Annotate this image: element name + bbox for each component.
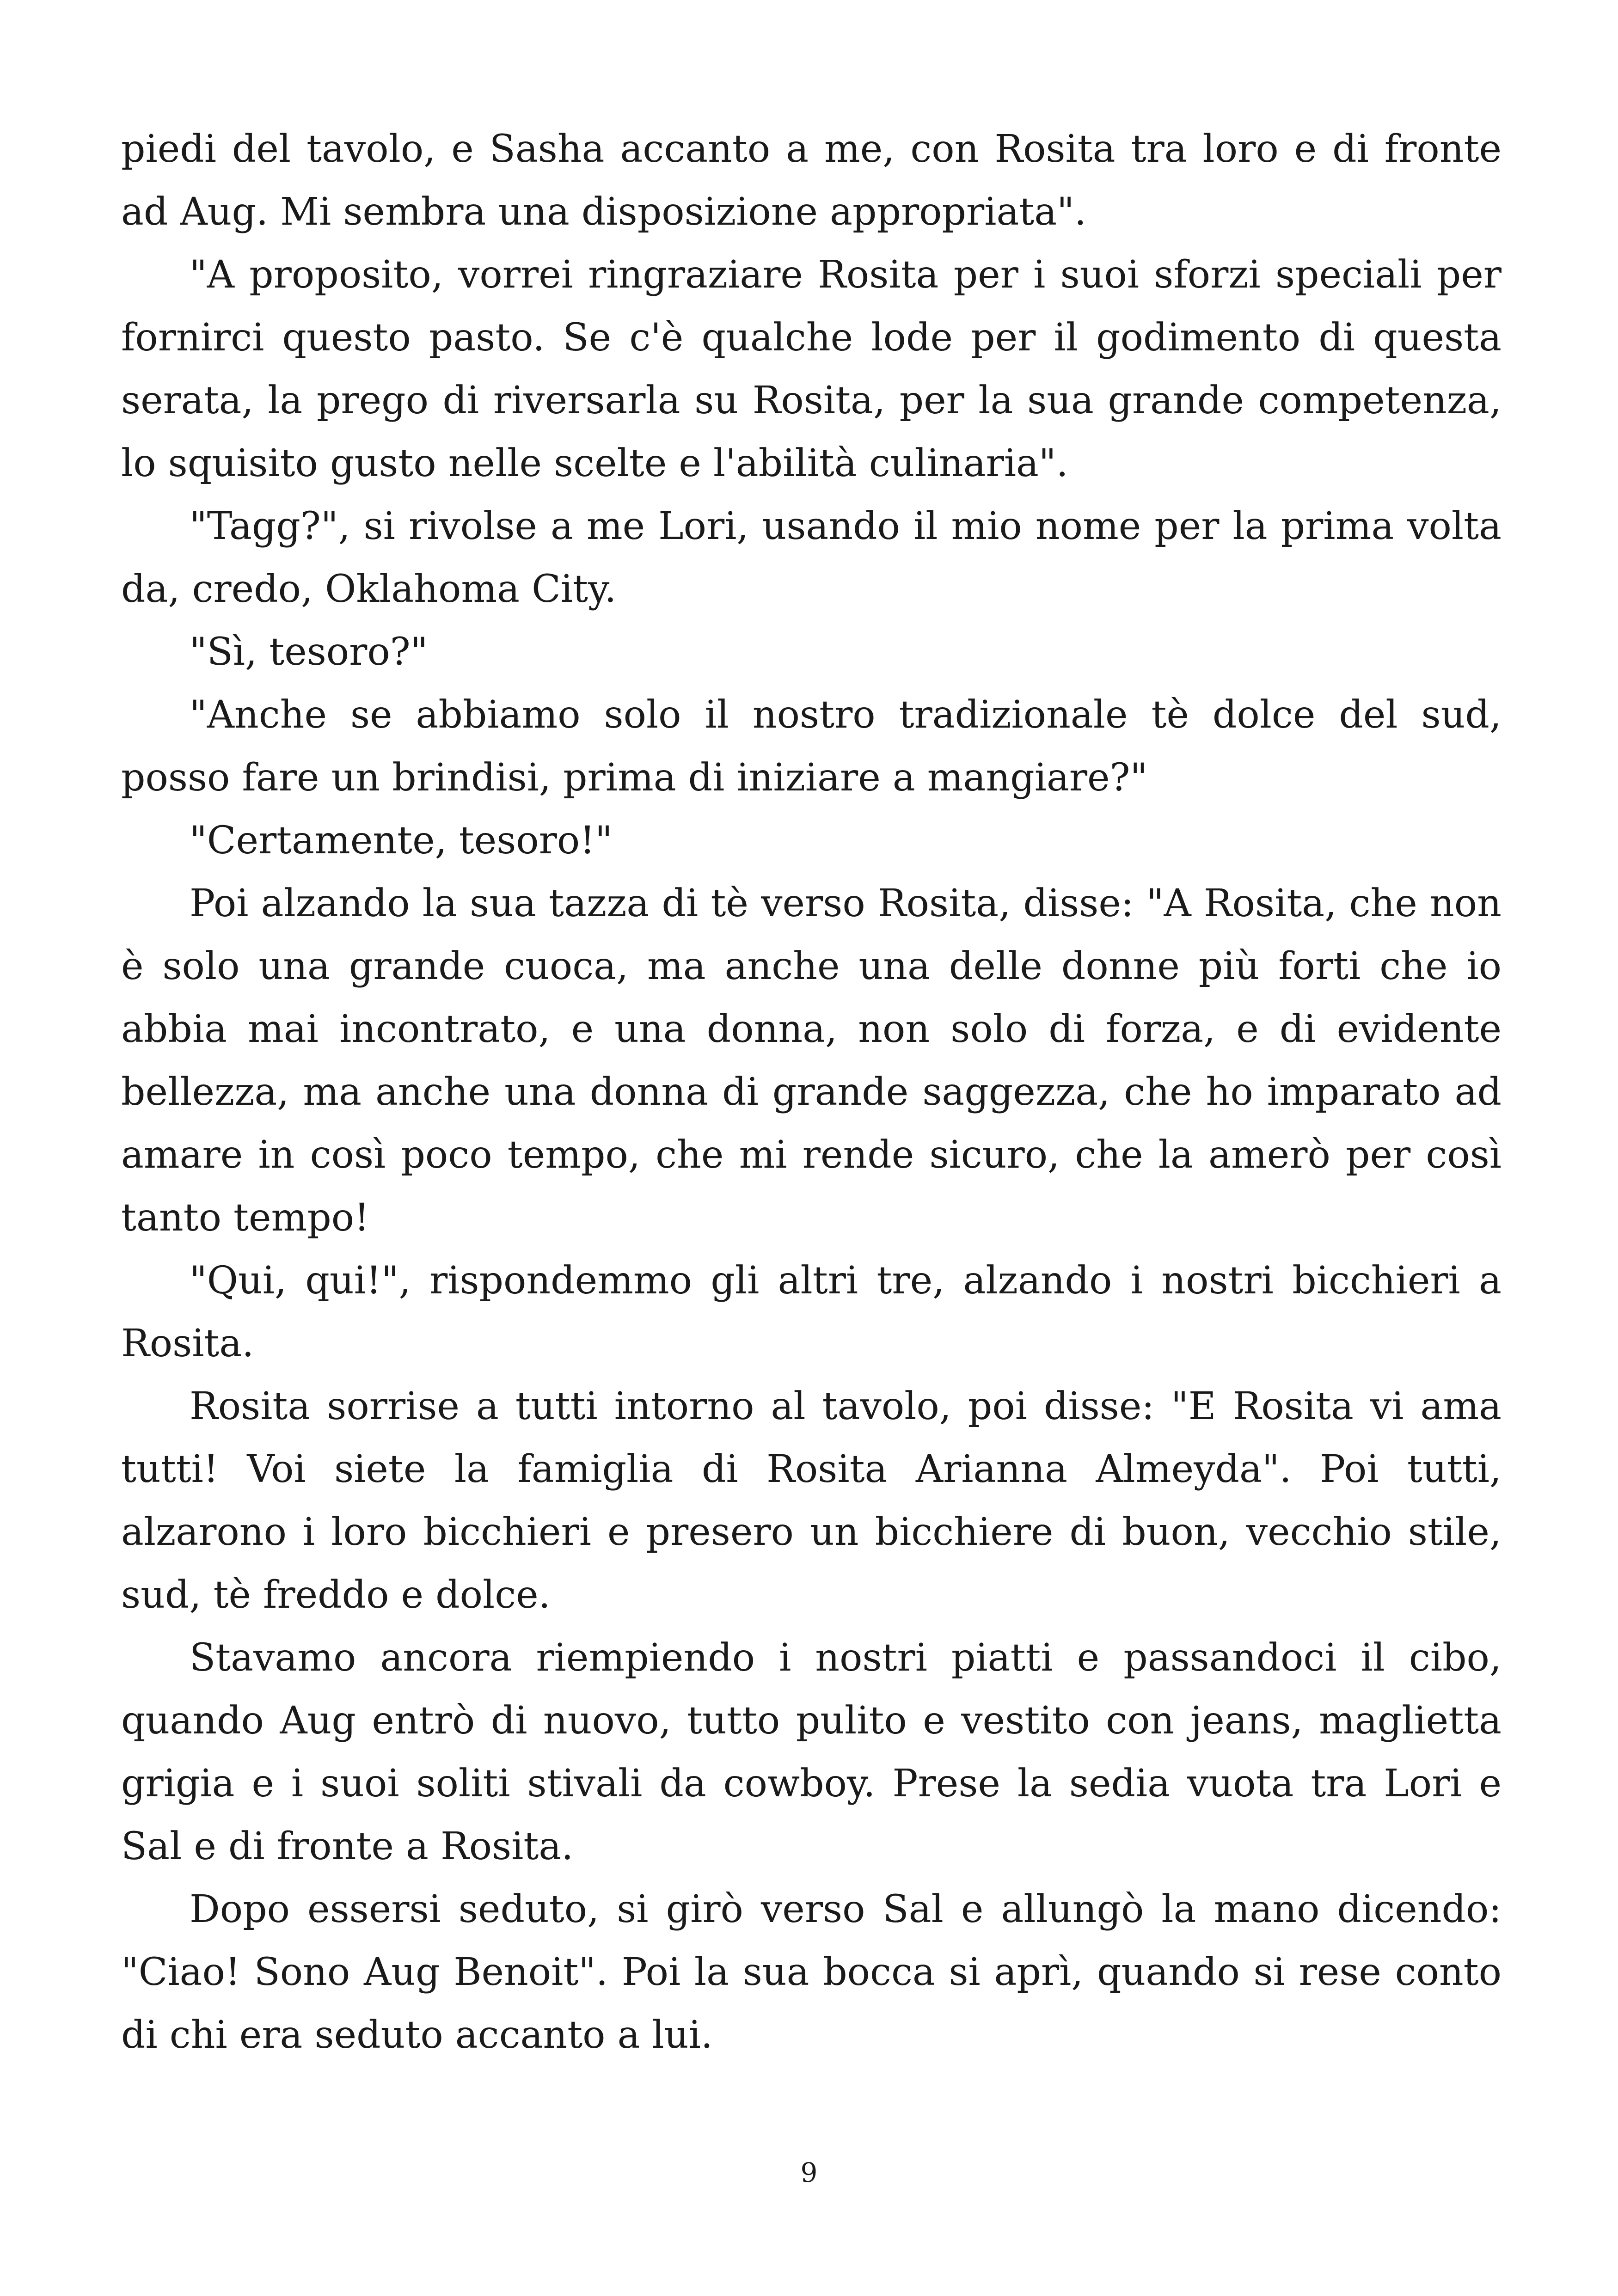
paragraph: Rosita sorrise a tutti intorno al tavolo, poi disse: "E Rosita vi ama tutti! Voi siete la famiglia di Rosita Arianna Almeyda". Poi tutti, alzarono i loro bicchieri e presero un bicchiere di buon, vecchio stile, sud, tè freddo e dolce. bbox=[121, 1384, 1502, 1617]
paragraph: "Tagg?", si rivolse a me Lori, usando il mio nome per la prima volta da, credo, Oklahoma City. bbox=[121, 504, 1502, 611]
paragraph: "Qui, qui!", rispondemmo gli altri tre, alzando i nostri bicchieri a Rosita. bbox=[121, 1259, 1502, 1365]
paragraph: Poi alzando la sua tazza di tè verso Rosita, disse: "A Rosita, che non è solo una grande cuoca, ma anche una delle donne più forti che io abbia mai incontrato, e una donna, non solo di forza, e di evidente bellezza, ma anche una donna di grande saggezza, che ho imparato ad amare in così poco tempo, che mi rende sicuro, che la amerò per così tanto tempo! bbox=[121, 882, 1502, 1240]
paragraph: "Anche se abbiamo solo il nostro tradizionale tè dolce del sud, posso fare un brindisi, prima di iniziare a mangiare?" bbox=[121, 693, 1502, 800]
paragraph-continuation: piedi del tavolo, e Sasha accanto a me, con Rosita tra loro e di fronte ad Aug. Mi sembra una disposizione appropriata". bbox=[121, 127, 1502, 234]
page-number: 9 bbox=[800, 2157, 818, 2188]
paragraph: "Certamente, tesoro!" bbox=[190, 819, 613, 863]
paragraph: "Sì, tesoro?" bbox=[190, 630, 428, 674]
body-text bbox=[121, 118, 1502, 2067]
paragraph: Dopo essersi seduto, si girò verso Sal e allungò la mano dicendo: "Ciao! Sono Aug Benoit". Poi la sua bocca si aprì, quando si rese conto di chi era seduto accanto a lui. bbox=[121, 1887, 1502, 2057]
paragraph: Stavamo ancora riempiendo i nostri piatti e passandoci il cibo, quando Aug entrò di nuovo, tutto pulito e vestito con jeans, maglietta grigia e i suoi soliti stivali da cowboy. Prese la sedia vuota tra Lori e Sal e di fronte a Rosita. bbox=[121, 1636, 1502, 1868]
paragraph: "A proposito, vorrei ringraziare Rosita per i suoi sforzi speciali per fornirci questo pasto. Se c'è qualche lode per il godimento di questa serata, la prego di riversarla su Rosita, per la sua grande competenza, lo squisito gusto nelle scelte e l'abilità culinaria". bbox=[121, 253, 1502, 485]
